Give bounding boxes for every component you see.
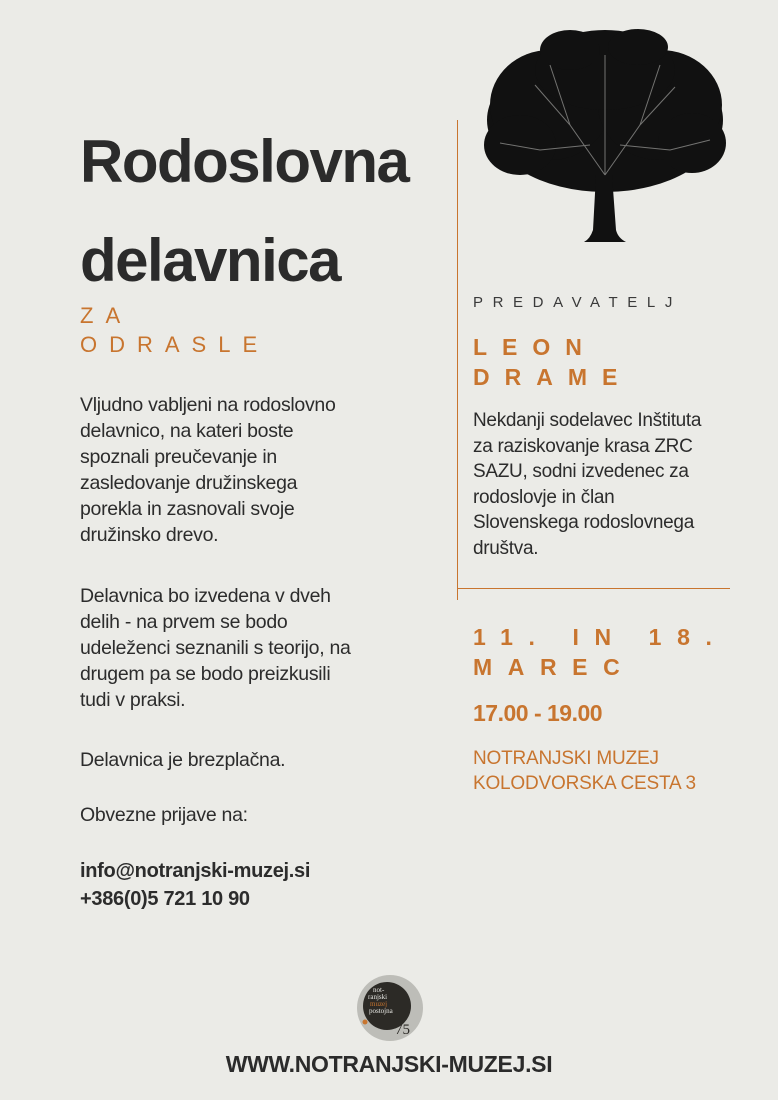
text-line: delih - na prvem se bodo [80,611,288,633]
logo-text-4: postojna [369,1007,393,1015]
intro-paragraph-2 [80,583,351,713]
phone-number[interactable]: +386(0)5 721 10 90 [80,888,250,910]
speaker-bio [473,408,743,561]
speaker-name [473,332,632,392]
text-line: SAZU, sodni izvedenec za [473,461,689,482]
text-line: drugem pa se bodo preizkusili [80,663,331,685]
dates-line-1: 11. IN 18. [473,624,728,650]
horizontal-divider [457,588,730,589]
text-line: za raziskovanje krasa ZRC [473,435,693,457]
logo-text-3: muzej [370,1000,388,1008]
text-line: družinsko drevo. [80,524,219,546]
registration-note: Obvezne prijave na: [80,804,248,826]
email-link[interactable]: info@notranjski-muzej.si [80,860,311,882]
vertical-divider [457,120,458,600]
speaker-first-name: LEON [473,334,597,360]
museum-logo [351,972,431,1042]
text-line: tudi v praksi. [80,689,186,711]
speaker-label: PREDAVATELJ [473,294,682,311]
title-line-2: delavnica [80,227,340,295]
logo-text-1: not- [373,986,385,994]
event-dates [473,622,727,682]
title-line-1: Rodoslovna [80,128,409,195]
logo-number: 75 [395,1022,410,1038]
text-line: rodoslovje in član [473,486,615,508]
logo-text-2: ranjski [368,993,388,1001]
speaker-last-name: DRAME [473,364,633,390]
text-line: Nekdanji sodelavec Inštituta [473,410,702,431]
intro-paragraph-1 [80,392,336,548]
text-line: društva. [473,537,539,559]
event-venue [473,746,696,796]
text-line: Slovenskega rodoslovnega [473,512,694,533]
subtitle-line-2: ODRASLE [80,331,270,357]
page-title [80,110,408,312]
audience-subtitle [80,302,269,359]
text-line: porekla in zasnovali svoje [80,498,295,520]
event-time: 17.00 - 19.00 [473,700,603,726]
website-url[interactable]: WWW.NOTRANJSKI-MUZEJ.SI [225,1051,553,1077]
dates-line-2: MAREC [473,654,636,680]
venue-line-1: NOTRANJSKI MUZEJ [473,748,659,769]
text-line: Delavnica bo izvedena v dveh [80,585,331,607]
text-line: Vljudno vabljeni na rodoslovno [80,394,336,416]
text-line: zasledovanje družinskega [80,472,298,494]
subtitle-line-1: ZA [80,303,133,328]
contact-block [80,857,310,913]
text-line: udeleženci seznanili s teorijo, na [80,637,351,659]
tree-icon [480,25,730,245]
venue-line-2: KOLODVORSKA CESTA 3 [473,773,696,794]
text-line: delavnico, na kateri boste [80,420,294,442]
text-line: spoznali preučevanje in [80,446,277,468]
free-note: Delavnica je brezplačna. [80,749,286,771]
